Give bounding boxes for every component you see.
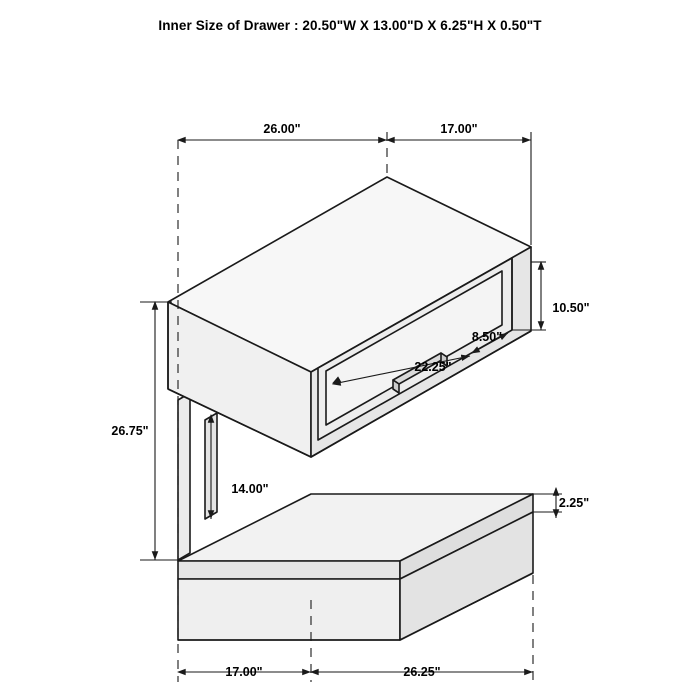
dim-label-drawer-front-height: 10.50" <box>552 301 590 315</box>
dim-label-bottom-right-width: 26.25" <box>403 665 441 679</box>
dim-label-shelf-thickness: 2.25" <box>558 496 590 510</box>
bottom-board-front <box>178 579 400 640</box>
dim-label-bottom-left-depth: 17.00" <box>225 665 263 679</box>
dim-label-overall-height: 26.75" <box>111 424 149 438</box>
dim-label-drawer-front-width: 8.50" <box>471 330 503 344</box>
dim-label-top-left-width: 26.00" <box>263 122 301 136</box>
base-shelf-front <box>178 561 400 579</box>
dim-label-drawer-pull-width: 22.25" <box>414 360 452 374</box>
dim-label-top-right-depth: 17.00" <box>440 122 478 136</box>
page-title: Inner Size of Drawer : 20.50"W X 13.00"D X 6.25"H X 0.50"T <box>158 18 542 33</box>
left-rear-post <box>178 393 190 560</box>
furniture-outline <box>168 177 533 640</box>
dim-label-shelf-height: 14.00" <box>231 482 269 496</box>
